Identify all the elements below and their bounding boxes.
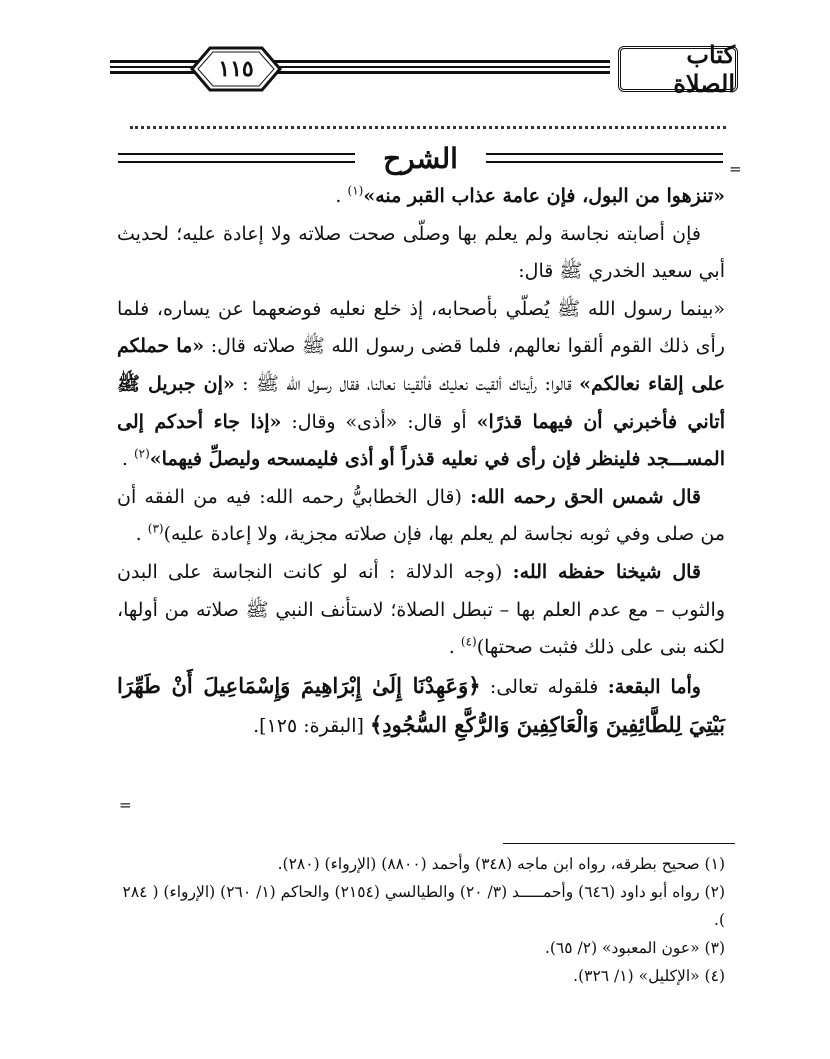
hadith-quote: «إن جبريل ﷺ أتاني فأخبرني أن فيهما قذرًا» (117, 372, 725, 433)
paragraph-6 (117, 667, 725, 746)
quran-verse: ﴿وَعَهِدْنَا إِلَىٰ إِبْرَاهِيمَ وَإِسْمَاعِيلَ أَنْ طَهِّرَا بَيْتِيَ لِلطَّائِفِينَ وَالْعَاكِفِينَ وَالرُّكَّعِ السُّجُودِ﴾ (117, 672, 725, 738)
chapter-title: كتاب الصلاة (618, 46, 738, 92)
hadith-quote: «تنزهوا من البول، فإن عامة عذاب القبر منه» (363, 185, 725, 207)
heading-rule-right (486, 153, 723, 163)
margin-mark: = (729, 160, 742, 178)
page-number-badge (188, 46, 284, 92)
body-text: فلقوله تعالى: (480, 675, 608, 698)
hadith-text: قالوا: رأيناك ألقيت نعليك فألقينا نعالنا، فقال رسول الله ﷺ : (234, 372, 580, 395)
paragraph-4 (117, 479, 725, 554)
margin-mark: = (119, 796, 132, 814)
footnote-rule (503, 843, 735, 844)
heading-rule-left (118, 153, 355, 163)
footnote-2: (٢) رواه أبو داود (٦٤٦) وأحمـــــد (٣/ ٢٠) والطيالسي (٢١٥٤) والحاكم (١/ ٢٦٠) (الإرواء) ( ٢٨٤ ). (122, 883, 725, 929)
section-title: الشرح (383, 141, 458, 175)
hadith-quote: «إذا جاء أحدكم إلى المســـجد فلينظر فإن رأى في نعليه قذراً أو أذى فليمسحه وليصلِّ فيهما» (117, 410, 725, 471)
hadith-text: «بينما رسول الله ﷺ يُصلّي بأصحابه، إذ خلع نعليه فوضعهما عن يساره، فلما رأى ذلك القوم ألقوا نعالهم، فلما قضى رسول الله ﷺ صلاته قال: (117, 297, 725, 358)
footnote-ref-3: (٣) (147, 522, 164, 537)
header-rule (110, 60, 610, 80)
paragraph-3 (117, 291, 725, 479)
footnote-ref-4: (٤) (460, 634, 477, 649)
footnote-3: (٣) «عون المعبود» (٢/ ٦٥). (544, 939, 725, 957)
speaker-label: قال شيخنا حفظه الله: (512, 560, 702, 583)
paragraph-end: . (135, 523, 148, 546)
quote-text: (قال الخطابيُّ رحمه الله: فيه من الفقه أن من صلى وفي ثوبه نجاسة لم يعلم بها، فإن صلاته مجزية، ولا إعادة عليه) (117, 485, 725, 546)
footnote-ref-1: (١) (347, 183, 364, 198)
paragraph-end: . (121, 448, 134, 471)
paragraph-5 (117, 554, 725, 667)
main-text (117, 178, 725, 746)
dotted-divider (130, 126, 726, 129)
page-header (110, 40, 738, 100)
paragraph-1 (117, 178, 725, 216)
footnotes (117, 850, 725, 990)
hadith-quote: «ما حملكم على إلقاء نعالكم» (117, 335, 725, 395)
page-number: ١١٥ (218, 56, 254, 82)
hadith-text: أو قال: «أذى» وقال: (281, 410, 477, 433)
paragraph-end: . (335, 185, 342, 207)
paragraph-2: فإن أصابته نجاسة ولم يعلم بها وصلّى صحت صلاته ولا إعادة عليه؛ لحديث أبي سعيد الخدري ﷺ قال: (117, 222, 725, 283)
footnote-4: (٤) «الإكليل» (١/ ٣٢٦). (573, 967, 725, 985)
quote-text: (وجه الدلالة : أنه لو كانت النجاسة على البدن والثوب – مع عدم العلم بها – تبطل الصلاة؛ لاستأنف النبي ﷺ صلاته من أولها، لكنه بنى على ذلك فثبت صحتها) (117, 560, 725, 659)
paragraph-end: . (448, 636, 461, 659)
speaker-label: وأما البقعة: (607, 675, 701, 698)
verse-reference: [البقرة: ١٢٥]. (253, 715, 370, 738)
speaker-label: قال شمس الحق رحمه الله: (470, 485, 701, 508)
section-heading (118, 138, 723, 178)
footnote-ref-2: (٢) (133, 446, 150, 461)
footnote-1: (١) صحيح بطرقه، رواه ابن ماجه (٣٤٨) وأحمد (٨٨٠٠) (الإرواء) (٢٨٠). (277, 855, 725, 873)
